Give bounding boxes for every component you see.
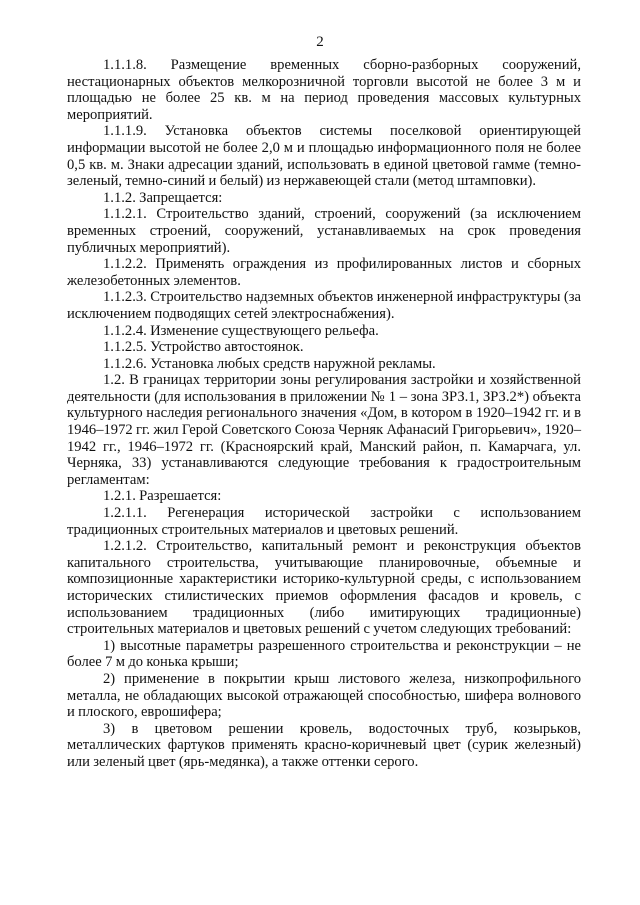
document-body [67, 57, 581, 771]
list-item-2: 2) применение в покрытии крыш листового железа, низкопрофильного металла, не обладающих высокой отражающей способностью, шифера волнового и плоского, еврошифера; [67, 670, 581, 721]
paragraph-1-1-2-4: 1.1.2.4. Изменение существующего рельефа. [103, 322, 379, 339]
paragraph-1-2-1: 1.2.1. Разрешается: [103, 488, 222, 505]
paragraph-1-2-1-1: 1.2.1.1. Регенерация исторической застройки с использованием традиционных строительных материалов и цветовых решений. [67, 505, 581, 538]
paragraph-1-1-2-5: 1.1.2.5. Устройство автостоянок. [103, 339, 304, 356]
paragraph-1-1-2-1: 1.1.2.1. Строительство зданий, строений, сооружений (за исключением временных строений, сооружений, устанавливаемых на срок проведения публичных мероприятий). [67, 206, 581, 256]
list-item-3: 3) в цветовом решении кровель, водосточных труб, козырьков, металлических фартуков применять красно-коричневый цвет (сурик железный) или зеленый цвет (ярь-медянка), а также оттенки серого. [67, 720, 581, 770]
list-item-1: 1) высотные параметры разрешенного строительства и реконструкции – не более 7 м до конька крыши; [67, 637, 581, 671]
paragraph-1-1-2: 1.1.2. Запрещается: [103, 189, 223, 206]
paragraph-1-1-1-8: 1.1.1.8. Размещение временных сборно-разборных сооружений, нестационарных объектов мелкорозничной торговли высотой не более 3 м и площадью не более 25 кв. м на период проведения массовых культурных мероприятий. [67, 57, 581, 123]
page-number: 2 [316, 34, 324, 50]
paragraph-1-1-2-6: 1.1.2.6. Установка любых средств наружной рекламы. [103, 355, 436, 372]
paragraph-1-2: 1.2. В границах территории зоны регулирования застройки и хозяйственной деятельности (для использования в приложении № 1 – зона ЗРЗ.1, ЗРЗ.2*) объекта культурного наследия регионального значения «Дом, в котором в 1920–1942 гг. и в 1946–1972 гг. жил Герой Советского Союза Черняк Афанасий Григорьевич», 1920–1942 гг., 1946–1972 гг. (Красноярский край, Манский район, п. Камарчага, ул. Черняка, 33) устанавливаются следующие требования к градостроительным регламентам: [67, 372, 581, 488]
paragraph-1-1-2-2: 1.1.2.2. Применять ограждения из профилированных листов и сборных железобетонных элементов. [67, 256, 581, 289]
paragraph-1-1-1-9: 1.1.1.9. Установка объектов системы поселковой ориентирующей информации высотой не более 2,0 м и площадью информационного поля не более 0,5 кв. м. Знаки адресации зданий, использовать в единой цветовой гамме (темно-зеленый, темно-синий и белый) из нержавеющей стали (метод штамповки). [67, 123, 581, 190]
paragraph-1-1-2-3: 1.1.2.3. Строительство надземных объектов инженерной инфраструктуры (за исключением подводящих сетей электроснабжения). [67, 289, 581, 322]
paragraph-1-2-1-2: 1.2.1.2. Строительство, капитальный ремонт и реконструкция объектов капитального строительства, учитывающие планировочные, объемные и композиционные характеристики историко-культурной среды, с использованием исторических стилистических приемов оформления фасадов и кровель, с использованием традиционных (либо имитирующих традиционные) строительных материалов и цветовых решений с учетом следующих требований: [67, 538, 581, 638]
